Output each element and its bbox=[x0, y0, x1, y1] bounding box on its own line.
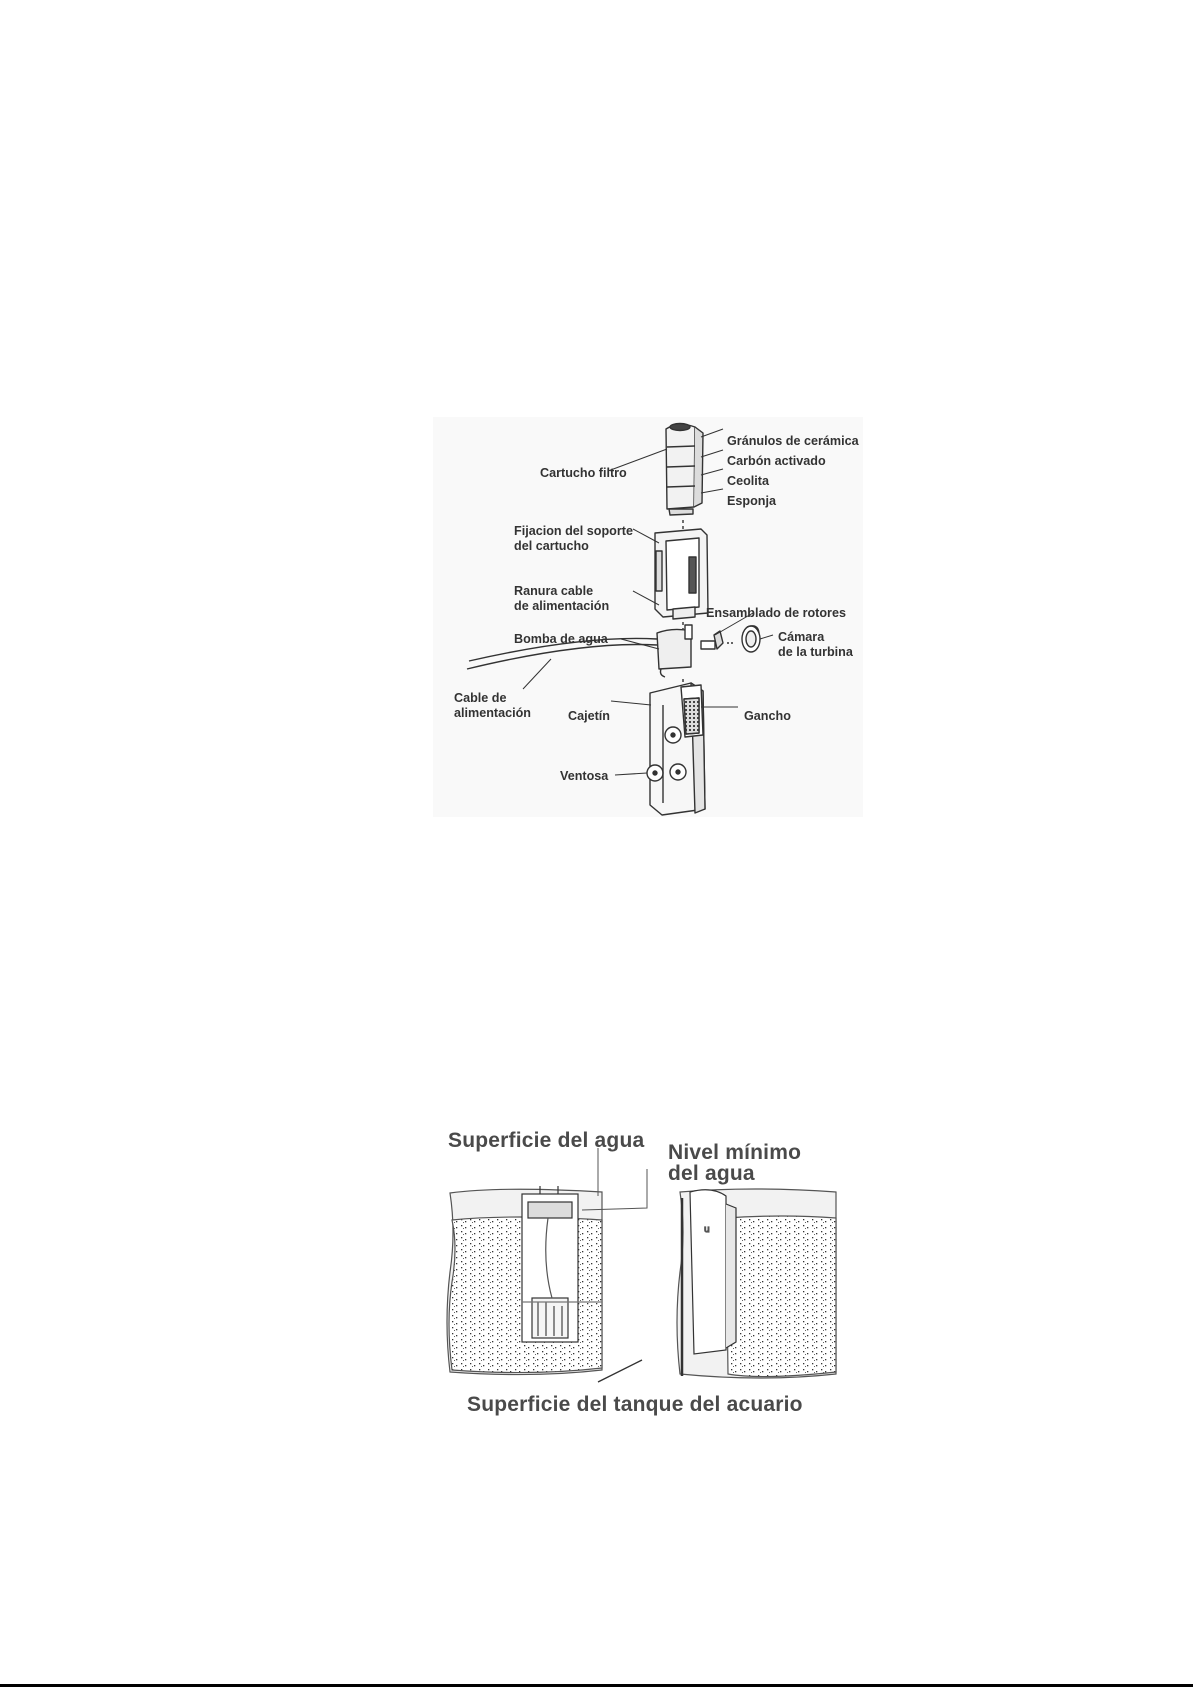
label-granulos: Gránulos de cerámica bbox=[727, 434, 859, 448]
label-fijacion: Fijacion del soporte del cartucho bbox=[514, 524, 633, 553]
label-carbon: Carbón activado bbox=[727, 454, 826, 468]
label-ranura: Ranura cable de alimentación bbox=[514, 584, 610, 613]
label-ceolita: Ceolita bbox=[727, 474, 769, 488]
label-camara: Cámara de la turbina bbox=[778, 630, 853, 659]
label-cartucho-filtro: Cartucho filtro bbox=[540, 466, 627, 480]
svg-text:u: u bbox=[704, 1225, 710, 1235]
label-nivel-minimo: Nivel mínimo del agua bbox=[668, 1141, 802, 1185]
label-superficie-agua: Superficie del agua bbox=[448, 1129, 645, 1152]
label-ventosa: Ventosa bbox=[560, 769, 609, 783]
filter-cartridge-shape bbox=[666, 424, 703, 516]
turbine-chamber-shape bbox=[742, 626, 760, 652]
label-gancho: Gancho bbox=[744, 709, 791, 723]
label-esponja: Esponja bbox=[727, 494, 776, 508]
label-bomba: Bomba de agua bbox=[514, 632, 608, 646]
installation-diagram bbox=[442, 1122, 840, 1420]
water-pump-shape bbox=[657, 625, 692, 677]
left-tank bbox=[447, 1186, 602, 1375]
parts-diagram bbox=[433, 417, 863, 817]
label-superficie-tanque: Superficie del tanque del acuario bbox=[467, 1393, 803, 1416]
hook-shape bbox=[681, 685, 703, 737]
right-tank bbox=[677, 1189, 836, 1378]
label-ensamblado: Ensamblado de rotores bbox=[706, 606, 846, 620]
label-cable: Cable de alimentación bbox=[454, 691, 531, 720]
cartridge-holder-shape bbox=[655, 529, 708, 619]
label-cajetin: Cajetín bbox=[568, 709, 610, 723]
